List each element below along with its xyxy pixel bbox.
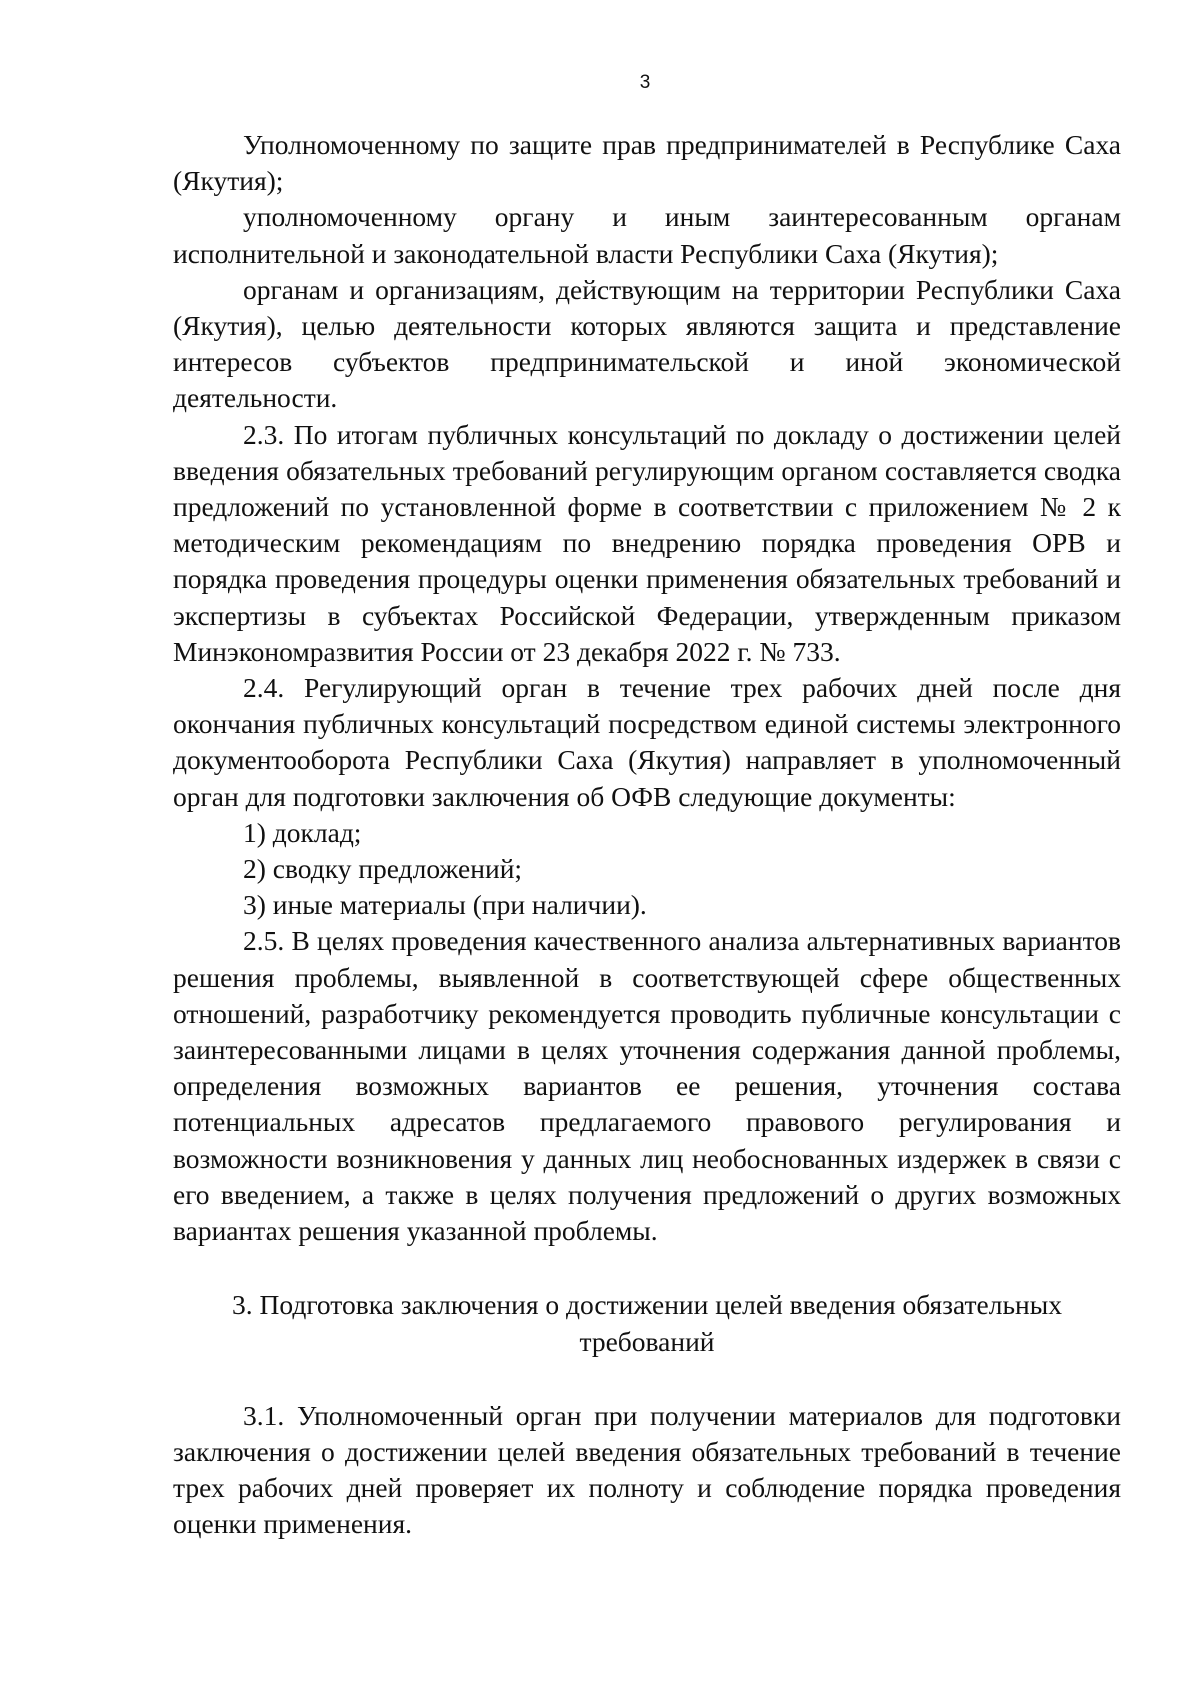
section-heading-line-2: требований — [579, 1325, 715, 1357]
paragraph-3-1: 3.1. Уполномоченный орган при получении материалов для подготовки заключения о достижении целей введения обязательных требований в течение трех рабочих дней проверяет их полноту и соблюдение порядка проведения оценки применения. — [173, 1399, 1121, 1540]
section-heading — [173, 1287, 1121, 1359]
paragraph-ombudsman: Уполномоченному по защите прав предпринимателей в Республике Саха (Якутия); — [173, 129, 1121, 197]
list-item-other-materials: 3) иные материалы (при наличии). — [243, 889, 647, 921]
paragraph-2-4: 2.4. Регулирующий орган в течение трех рабочих дней после дня окончания публичных консультаций посредством единой системы электронного документооборота Республики Саха (Якутия) направляет в уполномоченный орган для подготовки заключения об ОФВ следующие документы: — [173, 672, 1121, 812]
list-item-report: 1) доклад; — [243, 816, 362, 848]
paragraph-organizations: органам и организациям, действующим на территории Республики Саха (Якутия), целью деятельности которых являются защита и представление интересов субъектов предпринимательской и иной экономической деятельности. — [173, 273, 1121, 414]
document-body — [173, 127, 1121, 1543]
paragraph-2-3: 2.3. По итогам публичных консультаций по докладу о достижении целей введения обязательных требований регулирующим органом составляется сводка предложений по установленной форме в соответствии с приложением № 2 к методическим рекомендациям по внедрению порядка проведения ОРВ и порядка проведения процедуры оценки применения обязательных требований и экспертизы в субъектах Российской Федерации, утвержденным приказом Минэкономразвития России от 23 декабря 2022 г. № 733. — [173, 418, 1121, 667]
list-item-summary: 2) сводку предложений; — [243, 853, 523, 885]
paragraph-authorized-body: уполномоченному органу и иным заинтересованным органам исполнительной и законодательной власти Республики Саха (Якутия); — [173, 201, 1121, 269]
section-heading-line-1: 3. Подготовка заключения о достижении целей введения обязательных — [232, 1289, 1062, 1321]
page-number: 3 — [639, 72, 651, 93]
paragraph-2-5: 2.5. В целях проведения качественного анализа альтернативных вариантов решения проблемы, выявленной в соответствующей сфере общественных отношений, разработчику рекомендуется проводить публичные консультации с заинтересованными лицами в целях уточнения содержания данной проблемы, определения возможных вариантов ее решения, уточнения состава потенциальных адресатов предлагаемого правового регулирования и возможности возникновения у данных лиц необоснованных издержек в связи с его введением, а также в целях получения предложений о других возможных вариантах решения указанной проблемы. — [173, 925, 1121, 1247]
